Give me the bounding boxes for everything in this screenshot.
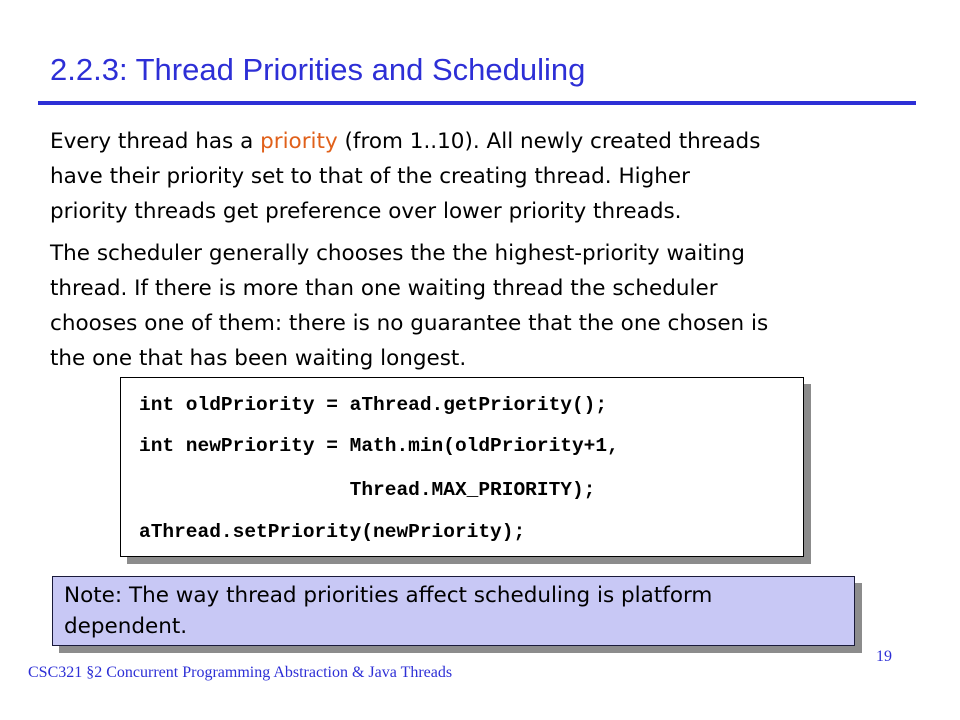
note-line: Note: The way thread priorities affect scheduling is platform <box>64 583 713 608</box>
text-run: Every thread has a <box>50 129 261 154</box>
code-line: Thread.MAX_PRIORITY); <box>139 479 596 501</box>
paragraph-line: chooses one of them: there is no guarantee that the one chosen is <box>50 311 769 336</box>
page-number: 19 <box>876 648 892 665</box>
paragraph-line: priority threads get preference over lower priority threads. <box>50 199 682 224</box>
code-line: int oldPriority = aThread.getPriority(); <box>139 394 608 416</box>
slide-title: 2.2.3: Thread Priorities and Scheduling <box>50 52 586 87</box>
slide-footer: CSC321 §2 Concurrent Programming Abstraction & Java Threads <box>28 664 453 681</box>
note-line: dependent. <box>64 614 188 639</box>
text-run: (from 1..10). All newly created threads <box>337 129 761 154</box>
note-box <box>52 576 855 646</box>
title-underline <box>38 101 916 105</box>
paragraph-scheduler <box>50 236 910 376</box>
code-line: aThread.setPriority(newPriority); <box>139 521 526 543</box>
paragraph-line: The scheduler generally chooses the the highest-priority waiting <box>50 241 745 266</box>
highlighted-term: priority <box>260 129 338 154</box>
code-line: int newPriority = Math.min(oldPriority+1, <box>139 435 619 457</box>
code-block <box>120 377 804 557</box>
paragraph-line <box>50 124 910 159</box>
paragraph-line: the one that has been waiting longest. <box>50 346 467 371</box>
paragraph-line: thread. If there is more than one waiting thread the scheduler <box>50 276 718 301</box>
paragraph-line: have their priority set to that of the creating thread. Higher <box>50 164 690 189</box>
paragraph-priorities <box>50 124 910 229</box>
